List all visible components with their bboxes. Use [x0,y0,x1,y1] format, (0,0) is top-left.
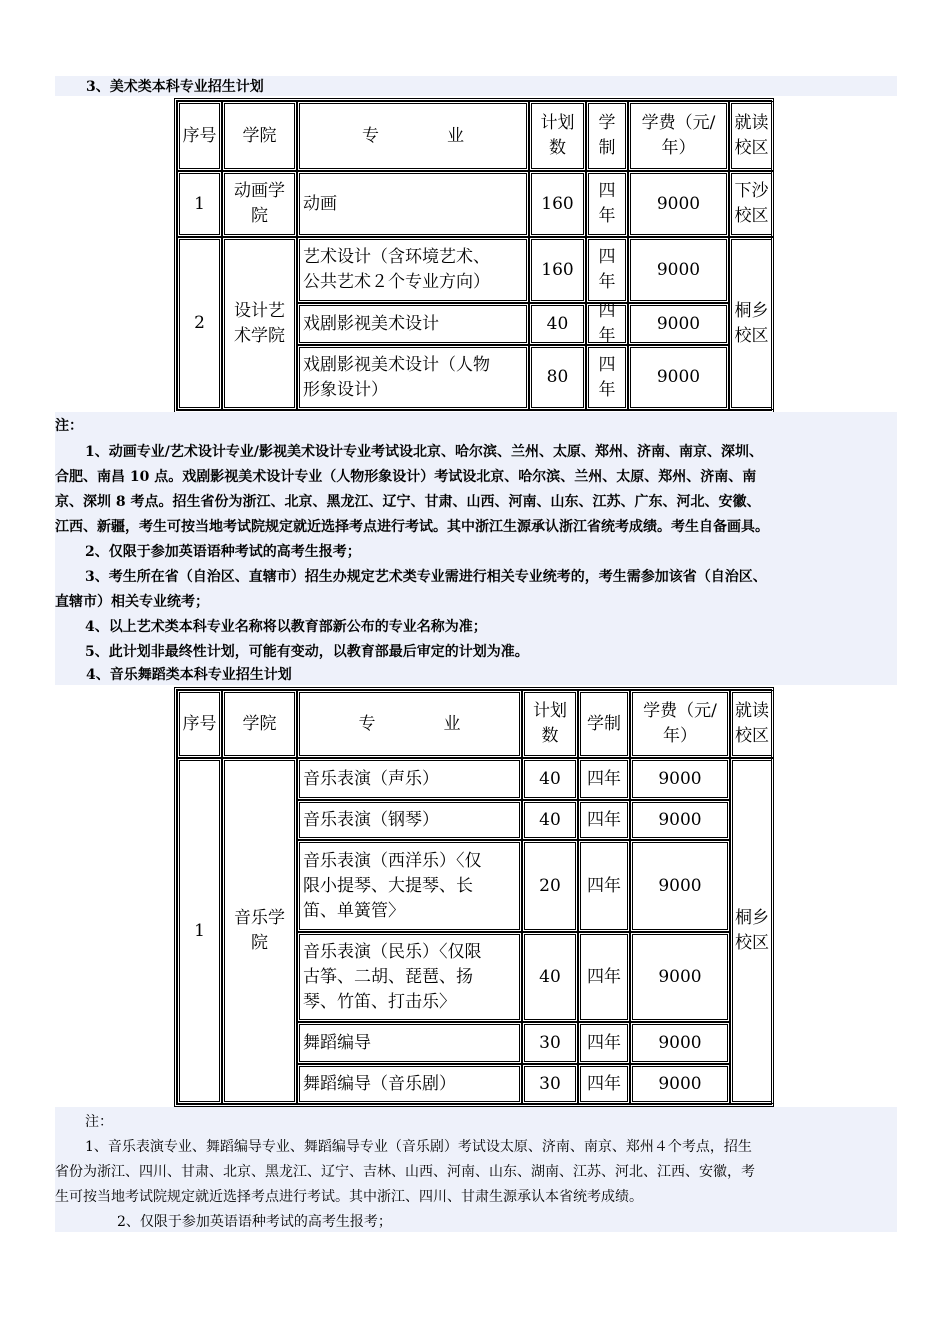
art-note-line: 京、深圳 8 考点。招生省份为浙江、北京、黑龙江、辽宁、甘肃、山西、河南、山东、江苏、广东、河北、安徽、 [55,494,761,510]
music-row-major: 舞蹈编导（音乐剧） [297,1064,522,1104]
art-note-line: 3、考生所在省（自治区、直辖市）招生办规定艺术类专业需进行相关专业统考的，考生需参加该省（自治区、 [85,569,767,585]
row1-major: 动画 [297,171,529,237]
header-plan: 计划 数 [529,101,586,171]
music-section-title: 4、音乐舞蹈类本科专业招生计划 [86,667,292,683]
row4-major: 戏剧影视美术设计（人物 形象设计） [297,345,529,410]
header-years: 学制 [586,101,628,171]
header-fee: 学费（元/ 年） [630,690,730,758]
music-row-major: 音乐表演（声乐） [297,758,522,800]
music-row-plan: 30 [522,1064,578,1104]
row3-fee: 9000 [628,303,729,345]
row1-fee: 9000 [628,171,729,237]
music-plan-table [174,687,774,1107]
music-row-years: 四年 [578,840,630,932]
music-row-fee: 9000 [630,800,730,840]
row2-college: 设计艺 术学院 [222,237,297,410]
art-note-line: 合肥、南昌 10 点。戏剧影视美术设计专业（人物形象设计）考试设北京、哈尔滨、兰州、太原、郑州、济南、南 [55,469,757,485]
music-notes-label: 注： [85,1114,113,1130]
row3-years: 四年 [586,303,628,345]
row4-years: 四年 [586,345,628,410]
row2-fee: 9000 [628,237,729,303]
art-notes-label: 注： [55,418,83,434]
art-plan-table [174,98,774,413]
row2-major: 艺术设计（含环境艺术、 公共艺术２个专业方向） [297,237,529,303]
music-row-fee: 9000 [630,932,730,1022]
row3-major: 戏剧影视美术设计 [297,303,529,345]
header-seq: 序号 [177,690,222,758]
music-row-plan: 40 [522,800,578,840]
music-row-major: 音乐表演（钢琴） [297,800,522,840]
art-section-title: 3、美术类本科专业招生计划 [86,79,264,95]
music-note-line: 2、仅限于参加英语语种考试的高考生报考； [117,1214,392,1230]
row1-campus: 下沙 校区 [729,171,774,237]
art-note-line: 4、以上艺术类本科专业名称将以教育部新公布的专业名称为准； [85,619,487,635]
header-campus: 就读 校区 [730,690,774,758]
art-note-line: 1、动画专业/艺术设计专业/影视美术设计专业考试设北京、哈尔滨、兰州、太原、郑州、济南、南京、深圳、 [85,444,763,460]
art-note-line: 直辖市）相关专业统考； [55,594,209,610]
header-major: 专 业 [297,101,529,171]
music-row-fee: 9000 [630,1022,730,1064]
header-fee: 学费（元/ 年） [628,101,729,171]
music-row-fee: 9000 [630,758,730,800]
row1-plan: 160 [529,171,586,237]
row1-years: 四年 [586,171,628,237]
music-row-years: 四年 [578,758,630,800]
row2-plan: 160 [529,237,586,303]
music-row-major: 音乐表演（民乐）〈仅限 古筝、二胡、琵琶、扬 琴、竹笛、打击乐〉 [297,932,522,1022]
music-row-plan: 20 [522,840,578,932]
music-row-major: 舞蹈编导 [297,1022,522,1064]
row2-campus: 桐乡 校区 [729,237,774,410]
row4-fee: 9000 [628,345,729,410]
row1-college: 动画学 院 [222,171,297,237]
art-note-line: 5、此计划非最终性计划，可能有变动，以教育部最后审定的计划为准。 [85,644,529,660]
row4-plan: 80 [529,345,586,410]
header-campus: 就读 校区 [729,101,774,171]
music-seq: 1 [177,758,222,1104]
row2-seq: 2 [177,237,222,410]
music-row-plan: 30 [522,1022,578,1064]
music-row-years: 四年 [578,1022,630,1064]
row1-seq: 1 [177,171,222,237]
row2-years: 四年 [586,237,628,303]
music-row-years: 四年 [578,932,630,1022]
music-campus: 桐乡 校区 [730,758,774,1104]
header-plan: 计划 数 [522,690,578,758]
art-note-line: 江西、新疆，考生可按当地考试院规定就近选择考点进行考试。其中浙江生源承认浙江省统考成绩。考生自备画具。 [55,519,769,535]
header-college: 学院 [222,690,297,758]
music-row-plan: 40 [522,932,578,1022]
header-major: 专 业 [297,690,522,758]
music-note-line: 1、音乐表演专业、舞蹈编导专业、舞蹈编导专业（音乐剧）考试设太原、济南、南京、郑州４个考点，招生 [85,1139,752,1155]
music-college: 音乐学 院 [222,758,297,1104]
music-row-years: 四年 [578,800,630,840]
music-row-major: 音乐表演（西洋乐）〈仅 限小提琴、大提琴、长 笛、单簧管〉 [297,840,522,932]
music-row-plan: 40 [522,758,578,800]
header-seq: 序号 [177,101,222,171]
art-note-line: 2、仅限于参加英语语种考试的高考生报考； [85,544,361,560]
music-note-line: 生可按当地考试院规定就近选择考点进行考试。其中浙江、四川、甘肃生源承认本省统考成绩。 [55,1189,643,1205]
music-row-fee: 9000 [630,840,730,932]
music-row-years: 四年 [578,1064,630,1104]
music-note-line: 省份为浙江、四川、甘肃、北京、黑龙江、辽宁、吉林、山西、河南、山东、湖南、江苏、河北、江西、安徽，考 [55,1164,755,1180]
header-years: 学制 [578,690,630,758]
music-row-fee: 9000 [630,1064,730,1104]
row3-plan: 40 [529,303,586,345]
header-college: 学院 [222,101,297,171]
